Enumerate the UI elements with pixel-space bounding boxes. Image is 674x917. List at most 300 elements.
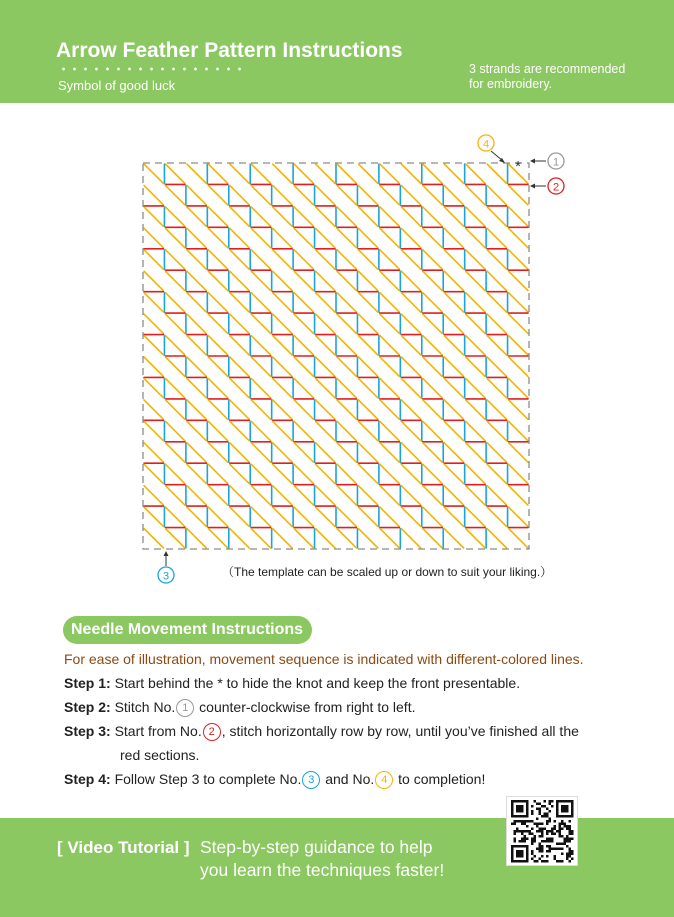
orange-stitch bbox=[230, 185, 249, 204]
orange-stitch bbox=[487, 185, 506, 204]
orange-stitch bbox=[165, 464, 184, 483]
qr-module bbox=[514, 838, 517, 841]
qr-module bbox=[559, 823, 562, 826]
orange-stitch bbox=[316, 464, 335, 483]
qr-module bbox=[551, 805, 554, 808]
qr-module bbox=[526, 830, 529, 833]
qr-module bbox=[529, 830, 532, 833]
qr-module bbox=[541, 855, 544, 858]
qr-module bbox=[521, 840, 524, 843]
orange-stitch bbox=[208, 293, 227, 312]
orange-stitch bbox=[187, 185, 206, 204]
orange-stitch bbox=[316, 357, 335, 376]
qr-module bbox=[551, 830, 554, 833]
orange-stitch bbox=[380, 443, 399, 462]
orange-stitch bbox=[487, 507, 506, 526]
qr-module bbox=[569, 833, 572, 836]
orange-stitch bbox=[423, 336, 442, 355]
marker-4-number: 4 bbox=[482, 138, 490, 151]
orange-stitch bbox=[487, 336, 506, 355]
step-1-label: Step 1: bbox=[64, 675, 111, 691]
orange-stitch bbox=[401, 250, 420, 269]
qr-code[interactable] bbox=[506, 796, 578, 866]
qr-module bbox=[514, 823, 517, 826]
qr-module bbox=[539, 803, 542, 806]
page-subtitle: Symbol of good luck bbox=[58, 78, 176, 93]
qr-module bbox=[539, 823, 542, 826]
orange-stitch bbox=[316, 421, 335, 440]
orange-stitch bbox=[230, 443, 249, 462]
orange-stitch bbox=[165, 421, 184, 440]
qr-module bbox=[524, 820, 527, 823]
qr-module bbox=[526, 820, 529, 823]
qr-module bbox=[566, 858, 569, 861]
qr-module bbox=[569, 850, 572, 853]
orange-stitch bbox=[380, 336, 399, 355]
qr-module bbox=[566, 838, 569, 841]
qr-module bbox=[551, 800, 554, 803]
marker-2-number: 2 bbox=[552, 181, 560, 194]
orange-stitch bbox=[401, 207, 420, 226]
orange-stitch bbox=[251, 529, 270, 548]
qr-module bbox=[551, 848, 554, 851]
orange-stitch bbox=[165, 336, 184, 355]
orange-stitch bbox=[466, 486, 485, 505]
orange-stitch bbox=[273, 529, 292, 548]
orange-stitch bbox=[487, 207, 506, 226]
qr-module bbox=[549, 800, 552, 803]
orange-stitch bbox=[166, 271, 185, 290]
qr-module bbox=[551, 840, 554, 843]
orange-stitch bbox=[466, 228, 485, 247]
orange-stitch bbox=[294, 207, 313, 226]
step-1 bbox=[64, 675, 520, 691]
orange-stitch bbox=[230, 207, 249, 226]
orange-stitch bbox=[166, 443, 185, 462]
orange-stitch bbox=[144, 207, 163, 226]
orange-stitch bbox=[401, 529, 420, 548]
qr-module bbox=[536, 825, 539, 828]
qr-module bbox=[531, 858, 534, 861]
qr-module bbox=[566, 853, 569, 856]
qr-module bbox=[536, 830, 539, 833]
orange-stitch bbox=[359, 293, 378, 312]
qr-module bbox=[566, 835, 569, 838]
qr-module bbox=[554, 820, 557, 823]
orange-stitch bbox=[487, 443, 506, 462]
marker-1-icon: 1 bbox=[176, 699, 194, 717]
orange-stitch bbox=[187, 379, 206, 398]
qr-module bbox=[524, 835, 527, 838]
orange-stitch bbox=[509, 293, 528, 312]
orange-stitch bbox=[165, 164, 184, 183]
orange-stitch bbox=[273, 379, 292, 398]
orange-stitch bbox=[444, 421, 463, 440]
qr-module bbox=[564, 843, 567, 846]
orange-stitch bbox=[273, 507, 292, 526]
orange-stitch bbox=[251, 186, 270, 205]
qr-module bbox=[536, 803, 539, 806]
step-2 bbox=[64, 699, 415, 717]
step-4 bbox=[64, 771, 485, 789]
orange-stitch bbox=[316, 207, 335, 226]
orange-stitch bbox=[187, 443, 206, 462]
orange-stitch bbox=[144, 400, 163, 419]
marker-3-arrowhead bbox=[164, 551, 169, 556]
qr-module bbox=[561, 860, 564, 863]
orange-stitch bbox=[187, 336, 206, 355]
orange-stitch bbox=[294, 421, 313, 440]
qr-module bbox=[566, 828, 569, 831]
qr-module bbox=[546, 840, 549, 843]
qr-module bbox=[559, 835, 562, 838]
orange-stitch bbox=[487, 379, 506, 398]
orange-stitch bbox=[380, 186, 399, 205]
qr-module bbox=[569, 830, 572, 833]
qr-module bbox=[514, 840, 517, 843]
qr-module bbox=[549, 838, 552, 841]
orange-stitch bbox=[444, 228, 463, 247]
orange-stitch bbox=[294, 336, 313, 355]
orange-stitch bbox=[509, 464, 528, 483]
qr-module bbox=[549, 845, 552, 848]
orange-stitch bbox=[401, 507, 420, 526]
orange-stitch bbox=[166, 529, 185, 548]
orange-stitch bbox=[358, 443, 377, 462]
marker-2-arrowhead bbox=[530, 184, 535, 189]
qr-module bbox=[524, 840, 527, 843]
qr-module bbox=[531, 843, 534, 846]
orange-stitch bbox=[487, 314, 506, 333]
qr-module bbox=[531, 833, 534, 836]
orange-stitch bbox=[487, 486, 506, 505]
orange-stitch bbox=[423, 228, 442, 247]
step-3-line2: red sections. bbox=[120, 747, 200, 763]
orange-stitch bbox=[230, 271, 249, 290]
qr-module bbox=[536, 818, 539, 821]
orange-stitch bbox=[337, 186, 356, 205]
orange-stitch bbox=[230, 164, 249, 183]
step-1-text: Start behind the * to hide the knot and keep the front presentable. bbox=[114, 675, 521, 691]
orange-stitch bbox=[144, 314, 163, 333]
instructions-intro: For ease of illustration, movement sequence is indicated with different-colored lines. bbox=[64, 651, 584, 667]
qr-module bbox=[529, 833, 532, 836]
qr-module bbox=[556, 843, 559, 846]
orange-stitch bbox=[466, 443, 485, 462]
qr-module bbox=[514, 820, 517, 823]
qr-module bbox=[571, 838, 574, 841]
orange-stitch bbox=[466, 400, 485, 419]
qr-code-graphic bbox=[507, 797, 577, 865]
qr-module bbox=[546, 838, 549, 841]
orange-stitch bbox=[423, 207, 442, 226]
orange-stitch bbox=[401, 271, 420, 290]
qr-module bbox=[564, 823, 567, 826]
step-3-pre: Start from No. bbox=[114, 723, 202, 739]
orange-stitch bbox=[444, 379, 463, 398]
qr-module bbox=[514, 833, 517, 836]
stitch-lines bbox=[144, 164, 528, 548]
qr-module bbox=[569, 825, 572, 828]
orange-stitch bbox=[466, 207, 485, 226]
orange-stitch bbox=[144, 379, 163, 398]
start-star: * bbox=[515, 158, 521, 175]
orange-stitch bbox=[444, 207, 463, 226]
orange-stitch bbox=[509, 228, 528, 247]
orange-stitch bbox=[230, 336, 249, 355]
orange-stitch bbox=[316, 379, 335, 398]
marker-2-icon: 2 bbox=[203, 723, 221, 741]
orange-stitch bbox=[208, 529, 227, 548]
orange-stitch bbox=[380, 207, 399, 226]
orange-stitch bbox=[273, 443, 292, 462]
orange-stitch bbox=[380, 271, 399, 290]
orange-stitch bbox=[359, 464, 378, 483]
step-3 bbox=[64, 723, 579, 741]
orange-stitch bbox=[466, 529, 485, 548]
qr-module bbox=[559, 833, 562, 836]
orange-stitch bbox=[316, 336, 335, 355]
orange-stitch bbox=[466, 314, 485, 333]
qr-module bbox=[566, 840, 569, 843]
qr-module bbox=[519, 820, 522, 823]
orange-stitch bbox=[423, 293, 442, 312]
qr-module bbox=[534, 838, 537, 841]
orange-stitch bbox=[337, 529, 356, 548]
qr-module bbox=[546, 833, 549, 836]
orange-stitch bbox=[423, 378, 442, 397]
orange-stitch bbox=[401, 379, 420, 398]
orange-stitch bbox=[316, 293, 335, 312]
orange-stitch bbox=[401, 464, 420, 483]
orange-stitch bbox=[509, 207, 528, 226]
orange-stitch bbox=[509, 250, 528, 269]
orange-stitch bbox=[466, 357, 485, 376]
orange-stitch bbox=[208, 314, 227, 333]
qr-module bbox=[561, 848, 564, 851]
orange-stitch bbox=[359, 507, 378, 526]
qr-module bbox=[569, 860, 572, 863]
orange-stitch bbox=[444, 357, 463, 376]
orange-stitch bbox=[509, 314, 528, 333]
qr-module bbox=[571, 853, 574, 856]
orange-stitch bbox=[380, 378, 399, 397]
orange-stitch bbox=[251, 443, 270, 462]
orange-stitch bbox=[316, 314, 335, 333]
orange-stitch bbox=[230, 314, 249, 333]
qr-module bbox=[541, 830, 544, 833]
orange-stitch bbox=[251, 164, 270, 183]
orange-stitch bbox=[359, 336, 378, 355]
qr-module bbox=[516, 805, 524, 813]
qr-module bbox=[551, 838, 554, 841]
qr-module bbox=[511, 823, 514, 826]
orange-stitch bbox=[273, 185, 292, 204]
orange-stitch bbox=[144, 357, 163, 376]
orange-stitch bbox=[444, 293, 463, 312]
orange-stitch bbox=[208, 400, 227, 419]
orange-stitch bbox=[337, 250, 356, 269]
orange-stitch bbox=[230, 293, 249, 312]
orange-stitch bbox=[251, 250, 270, 269]
qr-module bbox=[531, 850, 534, 853]
orange-stitch bbox=[380, 228, 399, 247]
qr-module bbox=[516, 830, 519, 833]
orange-stitch bbox=[208, 207, 227, 226]
orange-stitch bbox=[466, 507, 485, 526]
orange-stitch bbox=[337, 164, 356, 183]
qr-module bbox=[546, 820, 549, 823]
step-3-label: Step 3: bbox=[64, 723, 111, 739]
qr-module bbox=[569, 828, 572, 831]
orange-stitch bbox=[509, 186, 528, 205]
qr-module bbox=[554, 855, 557, 858]
step-2-post: counter-clockwise from right to left. bbox=[195, 699, 416, 715]
qr-module bbox=[561, 805, 569, 813]
orange-stitch bbox=[294, 378, 313, 397]
qr-module bbox=[534, 855, 537, 858]
qr-module bbox=[571, 858, 574, 861]
orange-stitch bbox=[423, 486, 442, 505]
marker-3-number: 3 bbox=[162, 570, 170, 583]
qr-module bbox=[544, 860, 547, 863]
orange-stitch bbox=[187, 529, 206, 548]
qr-module bbox=[544, 800, 547, 803]
qr-module bbox=[539, 848, 542, 851]
qr-module bbox=[546, 855, 549, 858]
qr-module bbox=[549, 830, 552, 833]
orange-stitch bbox=[444, 271, 463, 290]
orange-stitch bbox=[380, 314, 399, 333]
qr-module bbox=[534, 860, 537, 863]
orange-stitch bbox=[273, 486, 292, 505]
qr-module bbox=[521, 833, 524, 836]
qr-module bbox=[564, 838, 567, 841]
qr-module bbox=[561, 853, 564, 856]
qr-module bbox=[556, 860, 559, 863]
orange-stitch bbox=[187, 464, 206, 483]
orange-stitch bbox=[423, 400, 442, 419]
orange-stitch bbox=[144, 486, 163, 505]
stitch-pattern-diagram bbox=[0, 130, 674, 590]
video-tutorial-label: [ Video Tutorial ] bbox=[57, 838, 190, 857]
qr-module bbox=[539, 830, 542, 833]
orange-stitch bbox=[509, 378, 528, 397]
orange-stitch bbox=[380, 464, 399, 483]
qr-module bbox=[554, 825, 557, 828]
qr-module bbox=[539, 808, 542, 811]
orange-stitch bbox=[316, 443, 335, 462]
orange-stitch bbox=[316, 400, 335, 419]
orange-stitch bbox=[187, 507, 206, 526]
orange-stitch bbox=[358, 400, 377, 419]
qr-module bbox=[551, 828, 554, 831]
orange-stitch bbox=[380, 293, 399, 312]
qr-module bbox=[571, 830, 574, 833]
video-tutorial-text bbox=[200, 836, 444, 882]
orange-stitch bbox=[316, 529, 335, 548]
qr-module bbox=[559, 843, 562, 846]
orange-stitch bbox=[380, 250, 399, 269]
orange-stitch bbox=[251, 378, 270, 397]
qr-module bbox=[524, 823, 527, 826]
qr-module bbox=[544, 840, 547, 843]
qr-module bbox=[561, 820, 564, 823]
qr-module bbox=[546, 815, 549, 818]
qr-module bbox=[564, 840, 567, 843]
orange-stitch bbox=[294, 486, 313, 505]
orange-stitch bbox=[294, 507, 313, 526]
qr-module bbox=[546, 845, 549, 848]
qr-module bbox=[554, 828, 557, 831]
orange-stitch bbox=[294, 228, 313, 247]
qr-module bbox=[561, 835, 564, 838]
orange-stitch bbox=[358, 529, 377, 548]
orange-stitch bbox=[230, 379, 249, 398]
orange-stitch bbox=[316, 185, 335, 204]
orange-stitch bbox=[273, 357, 292, 376]
qr-module bbox=[539, 858, 542, 861]
orange-stitch bbox=[401, 164, 420, 183]
orange-stitch bbox=[208, 486, 227, 505]
qr-module bbox=[534, 835, 537, 838]
orange-stitch bbox=[208, 336, 227, 355]
orange-stitch bbox=[273, 336, 292, 355]
qr-module bbox=[539, 850, 542, 853]
orange-stitch bbox=[380, 529, 399, 548]
orange-stitch bbox=[144, 336, 163, 355]
orange-stitch bbox=[444, 400, 463, 419]
orange-stitch bbox=[187, 314, 206, 333]
orange-stitch bbox=[294, 271, 313, 290]
orange-stitch bbox=[401, 400, 420, 419]
orange-stitch bbox=[251, 314, 270, 333]
orange-stitch bbox=[380, 357, 399, 376]
orange-stitch bbox=[337, 336, 356, 355]
qr-module bbox=[536, 848, 539, 851]
orange-stitch bbox=[166, 400, 185, 419]
orange-stitch bbox=[466, 271, 485, 290]
orange-stitch bbox=[359, 164, 378, 183]
orange-stitch bbox=[509, 336, 528, 355]
orange-stitch bbox=[144, 507, 163, 526]
orange-stitch bbox=[144, 250, 163, 269]
orange-stitch bbox=[294, 250, 313, 269]
qr-module bbox=[531, 813, 534, 816]
orange-stitch bbox=[251, 271, 270, 290]
orange-stitch bbox=[509, 443, 528, 462]
title-dotted-underline bbox=[58, 67, 248, 71]
qr-module bbox=[559, 848, 562, 851]
qr-module bbox=[554, 858, 557, 861]
qr-module bbox=[569, 840, 572, 843]
qr-module bbox=[556, 848, 559, 851]
orange-stitch bbox=[208, 271, 227, 290]
orange-stitch bbox=[466, 421, 485, 440]
orange-stitch bbox=[401, 443, 420, 462]
orange-stitch bbox=[294, 293, 313, 312]
qr-module bbox=[541, 828, 544, 831]
orange-stitch bbox=[166, 357, 185, 376]
orange-stitch bbox=[358, 486, 377, 505]
orange-stitch bbox=[423, 186, 442, 205]
orange-stitch bbox=[187, 293, 206, 312]
orange-stitch bbox=[273, 400, 292, 419]
orange-stitch bbox=[423, 250, 442, 269]
orange-stitch bbox=[251, 507, 270, 526]
step-2-label: Step 2: bbox=[64, 699, 111, 715]
orange-stitch bbox=[337, 207, 356, 226]
